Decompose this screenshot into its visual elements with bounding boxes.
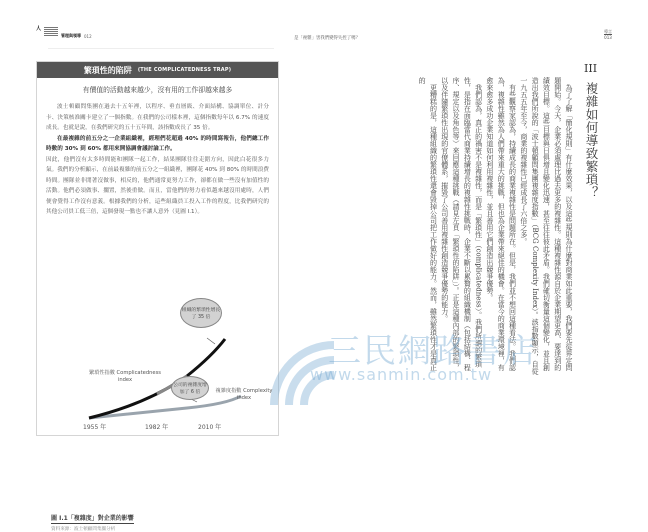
right-running-header: 是「複雜」害我們變得失控了嗎？ — [294, 36, 360, 41]
watermark-url: www.sanmin.com.tw — [310, 365, 493, 384]
vertical-body-text — [416, 77, 574, 377]
series-logo-icon: 人 — [36, 27, 58, 39]
box-paragraph-2: 在最複雜的前五分之一企業組織裡，經理們花超過 40% 的時間寫報告，他們總工作時數的 30% 到 60% 都用來開協調會議討論工作。 — [46, 135, 269, 152]
sidebar-box — [36, 61, 279, 532]
chart-lines — [37, 284, 278, 434]
body-paragraph-1: 為了了解「簡化規則」有什麼效果，以及這些規則為什麼對商業如此重要，我們要先從界定問題開始。今天，企業必須處理比過去更多的複雜性。這種複雜性源自於企業期望更高、要達到的績效目標。這些目標與日俱增且變化迅速，甚至往往彼此矛盾。我們確切衡量這個變化，並且創造出我們所說的「波士頓顧問集團複雜度指數」（BCG Complexity Index）。該指數顯示，自從一九五五年至今，商業的複雜性已經成長了六倍之多。 — [519, 77, 573, 375]
box-paragraph-3: 因此，他們沒有太多時間能和團隊一起工作，結果團隊往往走錯方向，因此白花很多力氣。我們的分析顯示，在前最複雜的前五分之一組織裡，團隊花 40% 到 80% 的時間浪費時間。團隊並非閒著沒做事，相反的，他們通常更努力工作，卻都在做一些沒有加值性的活動。他們必須做事、擱置，然後重做。而且，當他們的努力看似越來越沒用處時，人們便會覺得工作沒有意義。根據我們的分析，這些組織員工投入工作的程度，比我們研究的其他公司員工低三倍，這個發現一點也不讓人意外（見圖 I.1）。 — [46, 156, 269, 215]
series-label-complexity: 複雜度指數 Complexity index — [215, 388, 273, 401]
left-running-header — [36, 27, 92, 39]
watermark-text: 三民網路書店 — [328, 331, 538, 370]
figure-title: 圖 I.1「複雜度」對企業的影響 — [51, 515, 134, 522]
box-title-zh: 繁瑣性的陷阱 — [83, 65, 132, 75]
left-page-number: 012 — [84, 34, 92, 39]
box-title-bar — [37, 62, 278, 78]
x-tick-1955: 1955 年 — [83, 424, 107, 431]
annotation-bubble-35x: 組織的繁瑣性增長了 35 倍 — [180, 298, 222, 328]
body-paragraph-2: 有些觀察家認為，持續成長的商業複雜性是問題所在。但是，我們並不想回這種看法。我們認為，複雜性雖然為人們帶來重大的挑戰，但也為企業帶來絕佳的機會。在當今的商業環境裡，有愈來愈多成功企業知道如何利用複雜性，並且善用它們創造出競爭優勢。 — [485, 77, 517, 371]
series-caption: 管理與領導 — [61, 33, 81, 38]
chapter-number: III — [584, 62, 598, 75]
body-paragraph-4: 更糟糕的是，這種組織的繁瑣性還會毀掉公司把工作做好的能力。然而，雖然繁瑣性才是真正的 — [418, 77, 438, 371]
box-body — [37, 94, 278, 218]
x-tick-1982: 1982 年 — [145, 424, 169, 431]
box-subtitle: 有價值的活動越來越少，沒有用的工作卻越來越多 — [82, 86, 233, 94]
box-title-en: (THE COMPLICATEDNESS TRAP) — [137, 67, 232, 73]
annotation-bubble-6x: 公司的複雜度增加了 6 倍 — [171, 376, 209, 400]
chapter-title: 複雜如何導致繁瑣？ — [584, 82, 599, 199]
right-page-marker: 導言 013 — [604, 29, 612, 40]
body-paragraph-3: 我們認為，真正的禍害不是複雜性，而是「繁瑣性」（complicatedness）。我們所謂的繁瑣性，是指在面臨當代商業持續增長的複雜性挑戰時，企業不斷以累贅的組織機制（包括結構、程序、規定以及角色等）來回應這種挑戰（請見左頁「繁瑣性的陷阱」）。正是這種內部的繁瑣性，以及伴隨繁瑣性出現的官僚體系，摧毀了公司善用複雜性創造競爭優勢的能力。 — [440, 77, 483, 371]
box-paragraph-1: 波士頓顧問集團在過去十五年裡，以程序、垂直層級、介面結構、協調單位、計分卡、決策核准關卡建立了一個指數。在我們的公司樣本裡，這個指數每年以 6.7% 的速度成長。也就是說，在我們研究的五十五年間，該指數成長了 35 倍。 — [46, 104, 269, 131]
x-tick-2010: 2010 年 — [198, 424, 222, 431]
series-label-complicatedness: 繁瑣性指數 Complicatedness index — [88, 370, 162, 383]
figure-chart — [37, 284, 278, 532]
figure-source: 資料來源：波士頓顧問集團分析 — [51, 527, 116, 532]
header-divider — [48, 48, 274, 49]
